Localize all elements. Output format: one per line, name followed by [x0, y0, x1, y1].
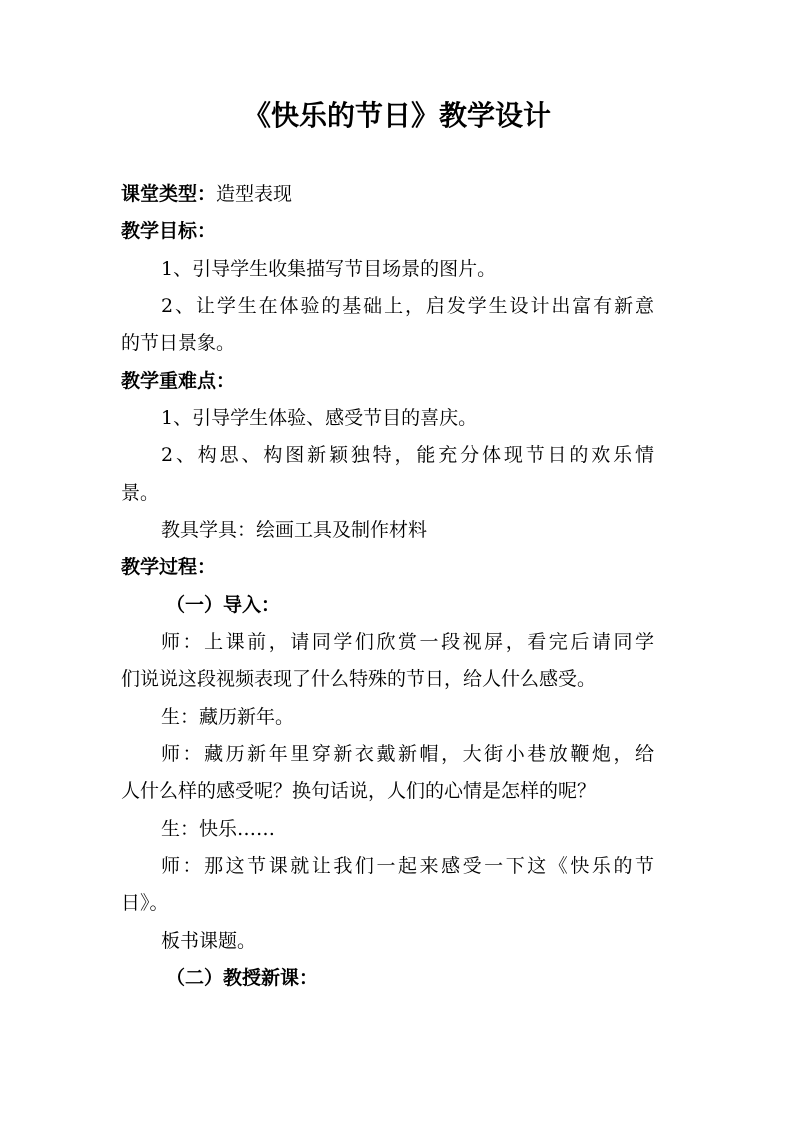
- key-points-item-2-line-2: 景。: [121, 482, 160, 504]
- goals-item-2-line-1: 2、让学生在体验的基础上，启发学生设计出富有新意: [161, 295, 654, 317]
- key-points-item-2-line-1: 2、构思、构图新颖独特，能充分体现节日的欢乐情: [161, 444, 654, 466]
- teaching-tools: 教具学具：绘画工具及制作材料: [161, 519, 428, 541]
- key-points-heading: 教学重难点：: [121, 370, 236, 392]
- document-title: 《快乐的节日》教学设计: [242, 99, 551, 132]
- process-p1-line-2: 们说说这段视频表现了什么特殊的节日，给人什么感受。: [121, 668, 597, 690]
- process-p1-line-1: 师：上课前，请同学们欣赏一段视屏，看完后请同学: [161, 631, 654, 653]
- course-type-label: 课堂类型：: [121, 183, 217, 205]
- process-p2: 生：藏历新年。: [161, 706, 295, 728]
- goals-item-1: 1、引导学生收集描写节目场景的图片。: [161, 258, 497, 280]
- process-p3-line-1: 师：藏历新年里穿新衣戴新帽，大街小巷放鞭炮，给: [161, 743, 654, 765]
- goals-item-2-line-2: 的节日景象。: [121, 332, 236, 354]
- process-p4: 生：快乐……: [161, 818, 276, 840]
- process-p5-line-2: 日》。: [121, 892, 169, 914]
- key-points-item-1: 1、引导学生体验、感受节目的喜庆。: [161, 407, 478, 429]
- section-1-heading: （一）导入：: [166, 594, 281, 616]
- course-type-value: 造型表现: [216, 183, 293, 205]
- process-p5-line-1: 师：那这节课就让我们一起来感受一下这《快乐的节: [161, 855, 654, 877]
- process-heading: 教学过程：: [121, 556, 217, 578]
- course-type-line: [121, 180, 292, 208]
- section-2-heading: （二）教授新课：: [166, 967, 319, 989]
- process-p6: 板书课题。: [161, 930, 257, 952]
- process-p3-line-2: 人什么样的感受呢？换句话说，人们的心情是怎样的呢？: [121, 780, 597, 802]
- goals-heading: 教学目标：: [121, 220, 217, 242]
